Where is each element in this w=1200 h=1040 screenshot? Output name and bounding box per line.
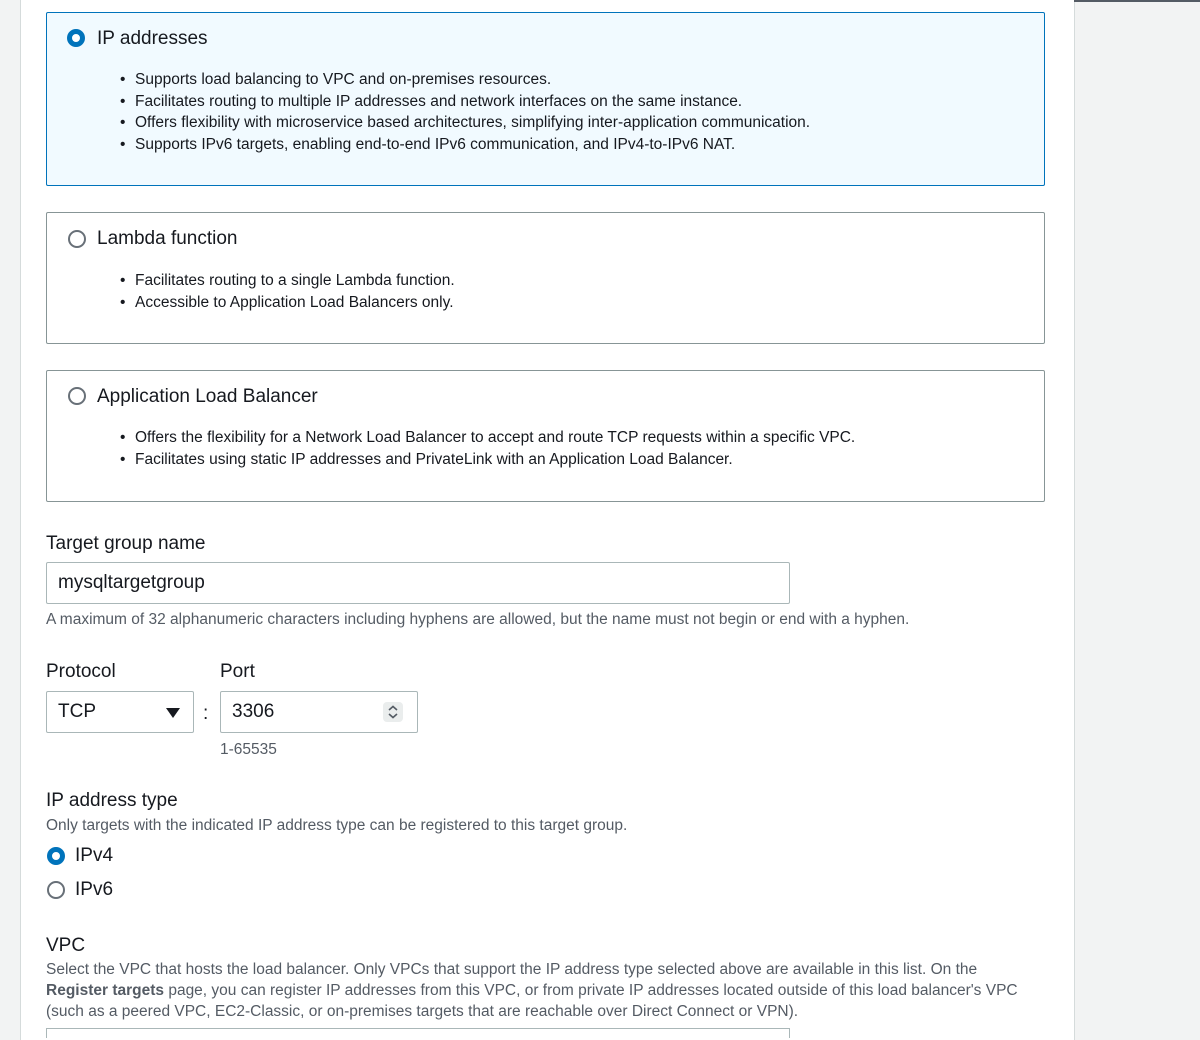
ipv6-option-label[interactable]: IPv6 <box>75 879 114 900</box>
bullet-item: • Facilitates routing to a single Lambda function. <box>135 270 455 292</box>
bullet-item: • Facilitates routing to multiple IP addresses and network interfaces on the same instance. <box>135 91 810 113</box>
target-group-name-hint: A maximum of 32 alphanumeric characters including hyphens are allowed, but the name must not begin or end with a hyphen. <box>46 611 910 628</box>
radio-ip-addresses[interactable] <box>67 29 85 47</box>
port-label: Port <box>220 661 255 682</box>
target-type-label: IP addresses <box>97 28 208 49</box>
target-type-bullets <box>135 427 855 470</box>
target-group-name-label: Target group name <box>46 533 206 554</box>
target-group-name-value: mysqltargetgroup <box>58 572 205 593</box>
caret-down-icon <box>166 708 180 718</box>
vpc-description <box>46 959 1056 1022</box>
vpc-description-text: page, you can register IP addresses from this VPC, or from private IP addresses located outside of this load balancer's VPC <box>164 982 1018 999</box>
target-group-name-input[interactable] <box>46 562 790 604</box>
target-type-card-lambda[interactable] <box>46 212 1045 344</box>
target-type-bullets <box>135 270 455 313</box>
radio-ipv4[interactable] <box>47 847 65 865</box>
target-type-label: Lambda function <box>97 228 238 249</box>
radio-application-load-balancer[interactable] <box>68 387 86 405</box>
target-type-card-ip-addresses[interactable] <box>46 12 1045 186</box>
vpc-label: VPC <box>46 935 86 956</box>
port-input[interactable] <box>220 691 418 733</box>
ip-address-type-label: IP address type <box>46 790 178 811</box>
vpc-select[interactable] <box>46 1028 790 1038</box>
top-divider <box>1074 0 1200 2</box>
protocol-value: TCP <box>58 701 96 722</box>
radio-ipv6[interactable] <box>47 881 65 899</box>
target-type-label: Application Load Balancer <box>97 386 318 407</box>
bullet-item: • Facilitates using static IP addresses and PrivateLink with an Application Load Balancer. <box>135 449 855 471</box>
port-range-hint: 1-65535 <box>220 741 277 758</box>
bullet-item: • Offers the flexibility for a Network Load Balancer to accept and route TCP requests within a specific VPC. <box>135 427 855 449</box>
bullet-item: • Offers flexibility with microservice based architectures, simplifying inter-application communication. <box>135 112 810 134</box>
protocol-select[interactable] <box>46 691 194 733</box>
target-type-card-alb[interactable] <box>46 370 1045 502</box>
vpc-description-line: (such as a peered VPC, EC2-Classic, or on-premises targets that are reachable over Direct Connect or VPN). <box>46 1003 799 1020</box>
up-down-spinner-icon[interactable] <box>383 702 403 722</box>
port-value: 3306 <box>232 701 275 722</box>
target-type-bullets <box>135 69 810 155</box>
ip-address-type-description: Only targets with the indicated IP address type can be registered to this target group. <box>46 817 628 834</box>
port-separator: : <box>203 703 209 724</box>
protocol-label: Protocol <box>46 661 116 682</box>
radio-lambda-function[interactable] <box>68 230 86 248</box>
bullet-item: • Supports load balancing to VPC and on-premises resources. <box>135 69 810 91</box>
ipv4-option-label[interactable]: IPv4 <box>75 845 114 866</box>
vpc-description-line: Select the VPC that hosts the load balancer. Only VPCs that support the IP address type selected above are available in this list. On the <box>46 961 978 978</box>
bullet-item: • Accessible to Application Load Balancers only. <box>135 292 455 314</box>
bullet-item: • Supports IPv6 targets, enabling end-to-end IPv6 communication, and IPv4-to-IPv6 NAT. <box>135 134 810 156</box>
register-targets-emphasis: Register targets <box>46 982 165 999</box>
vpc-description-line <box>46 980 1056 1001</box>
